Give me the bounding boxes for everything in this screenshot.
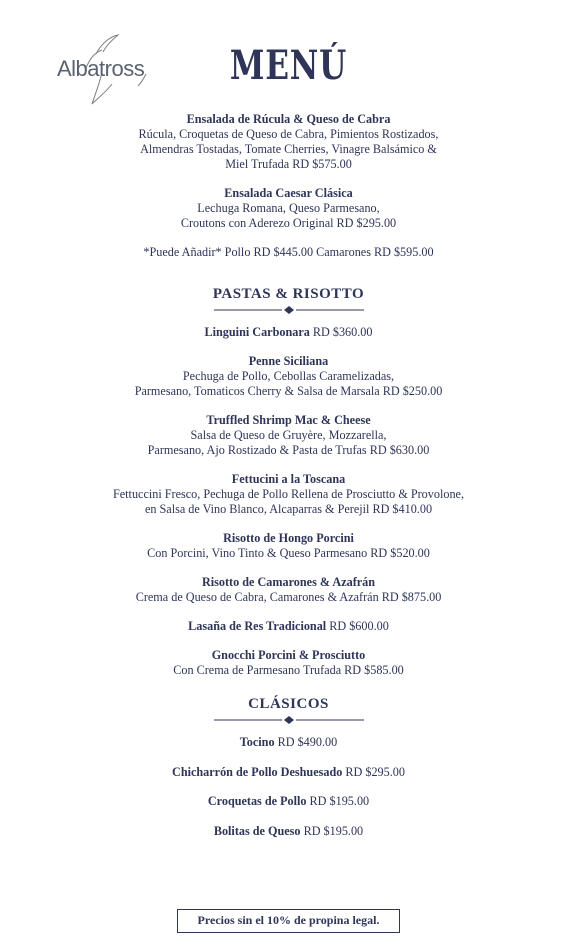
addon-price: RD $595.00: [373, 245, 434, 259]
clasicos-section: [0, 735, 577, 839]
item-description: en Salsa de Vino Blanco, Alcaparras & Perejil: [144, 502, 370, 516]
menu-item: [0, 413, 577, 458]
item-description: Salsa de Queso de Gruyère, Mozzarella,: [190, 428, 387, 442]
item-price: RD $490.00: [277, 735, 338, 749]
addon-item: [316, 245, 433, 259]
item-name: Gnocchi Porcini & Prosciutto: [211, 648, 366, 662]
tip-note: Precios sin el 10% de propina legal.: [177, 909, 400, 933]
addon-name: Camarones: [316, 245, 371, 259]
item-description: Lechuga Romana, Queso Parmesano,: [197, 201, 380, 215]
item-name: Risotto de Hongo Porcini: [223, 531, 354, 545]
section-title-clasicos: CLÁSICOS: [248, 696, 329, 712]
item-description: Crema de Queso de Cabra, Camarones & Azafrán: [135, 590, 379, 604]
logo-text: Albatross: [57, 56, 145, 81]
section-divider: [214, 305, 364, 315]
section-divider: [214, 715, 364, 725]
item-description: Croutons con Aderezo Original: [180, 216, 334, 230]
addon-price: RD $445.00: [253, 245, 314, 259]
addon-item: [225, 245, 316, 259]
item-description: Miel Trufada: [225, 157, 290, 171]
item-description-last: [0, 502, 577, 517]
item-description-last: [0, 216, 577, 231]
item-description-last: [0, 443, 577, 458]
item-description-last: [0, 546, 577, 561]
item-description: Almendras Tostadas, Tomate Cherries, Vinagre Balsámico &: [140, 142, 437, 156]
menu-item: [0, 824, 577, 839]
item-description: Pechuga de Pollo, Cebollas Caramelizadas,: [182, 369, 395, 383]
menu-item: [0, 619, 577, 634]
item-price: RD $295.00: [345, 764, 405, 779]
item-description: Con Porcini, Vino Tinto & Queso Parmesano: [147, 546, 368, 560]
item-description: Parmesano, Ajo Rostizado & Pasta de Trufas: [147, 443, 367, 457]
item-description: Rúcula, Croquetas de Queso de Cabra, Pimientos Rostizados,: [138, 127, 439, 141]
item-price: RD $295.00: [336, 216, 397, 230]
menu-item: [0, 794, 577, 809]
item-description-last: [0, 663, 577, 678]
section-title-pastas: PASTAS & RISOTTO: [212, 286, 365, 302]
addons-block: [0, 245, 577, 260]
addons-title: *Puede Añadir*: [143, 245, 222, 259]
addon-name: Pollo: [224, 245, 251, 259]
item-name: Truffled Shrimp Mac & Cheese: [206, 413, 371, 427]
item-price: RD $630.00: [369, 443, 430, 457]
item-name: Linguini Carbonara: [204, 325, 310, 339]
menu-item: [0, 765, 577, 780]
item-price: RD $875.00: [381, 590, 442, 604]
item-name: Fettucini a la Toscana: [231, 472, 346, 486]
menu-item: [0, 186, 577, 231]
pastas-section: [0, 325, 577, 678]
item-price: RD $575.00: [292, 157, 352, 171]
item-description-last: [0, 590, 577, 605]
menu-item: [0, 531, 577, 561]
item-name: Penne Siciliana: [248, 354, 329, 368]
item-description: Con Crema de Parmesano Trufada: [173, 663, 342, 677]
item-name: Ensalada Caesar Clásica: [224, 186, 353, 200]
item-description: Parmesano, Tomaticos Cherry & Salsa de Marsala: [134, 384, 380, 398]
menu-item: [0, 735, 577, 750]
menu-content: [0, 112, 577, 853]
item-name: Lasaña de Res Tradicional: [188, 619, 327, 633]
menu-item: [0, 325, 577, 340]
page-title: MENÚ: [229, 42, 348, 89]
item-price: RD $600.00: [326, 619, 389, 633]
menu-item: [0, 472, 577, 517]
menu-item: [0, 354, 577, 399]
item-price: RD $410.00: [372, 502, 433, 516]
item-name: Chicharrón de Pollo Deshuesado: [172, 764, 343, 779]
item-description: Fettuccini Fresco, Pechuga de Pollo Rellena de Prosciutto & Provolone,: [112, 487, 464, 501]
item-description-last: [0, 384, 577, 399]
item-price: RD $195.00: [309, 794, 370, 808]
menu-item: [0, 575, 577, 605]
entradas-section: [0, 112, 577, 231]
menu-item: [0, 112, 577, 172]
item-price: RD $585.00: [344, 663, 404, 677]
item-name: Bolitas de Queso: [213, 823, 301, 838]
item-name: Croquetas de Pollo: [207, 794, 307, 808]
item-description-last: [0, 157, 577, 172]
menu-item: [0, 648, 577, 678]
item-price: RD $520.00: [370, 546, 430, 560]
item-price: RD $250.00: [382, 384, 443, 398]
item-name: Tocino: [239, 735, 275, 749]
item-price: RD $360.00: [309, 325, 373, 339]
item-price: RD $195.00: [303, 823, 364, 838]
item-name: Risotto de Camarones & Azafrán: [201, 575, 376, 589]
item-name: Ensalada de Rúcula & Queso de Cabra: [186, 112, 391, 126]
